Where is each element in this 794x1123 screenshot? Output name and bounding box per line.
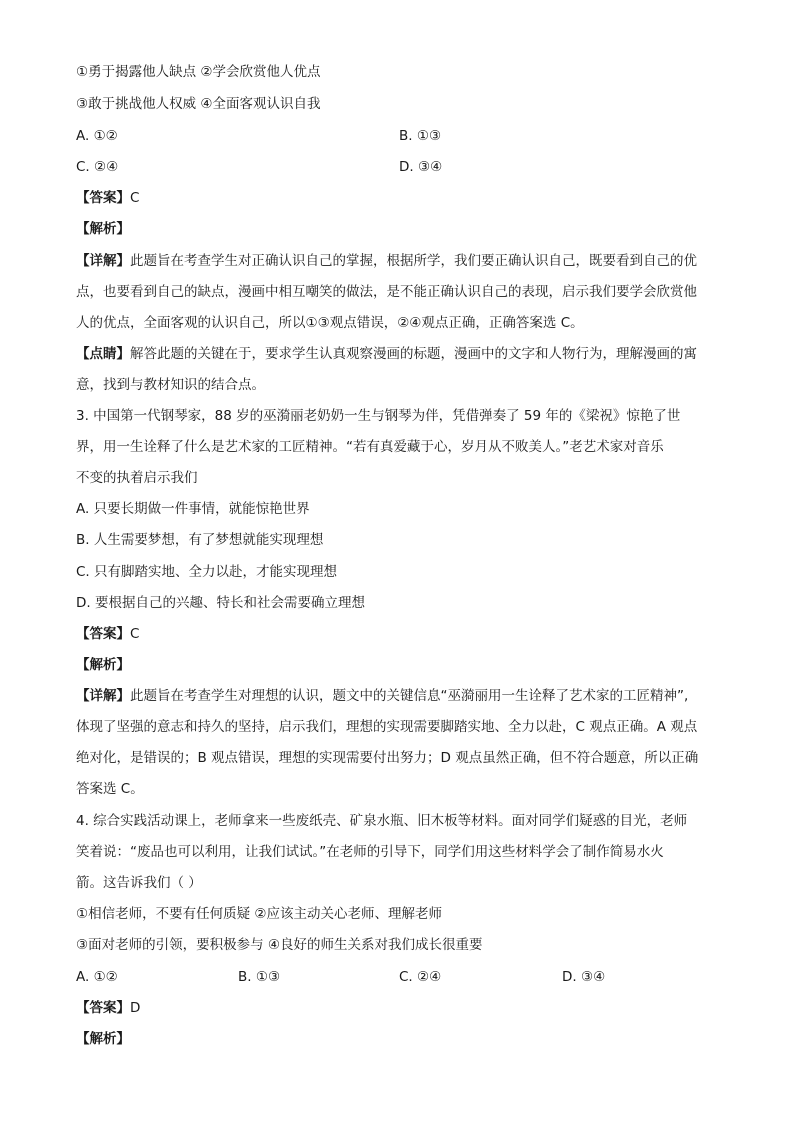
q3-stem-line-3: 不变的执着启示我们 (76, 470, 198, 486)
q4-stem-line-1: 4. 综合实践活动课上，老师拿来一些废纸壳、矿泉水瓶、旧木板等材料。面对同学们疑惑的目光，老师 (76, 813, 688, 829)
answer-value: D (130, 1000, 141, 1016)
q3-stem-line-1: 3. 中国第一代钢琴家，88 岁的巫漪丽老奶奶一生与钢琴为伴，凭借弹奏了 59 年的《梁祝》惊艳了世 (76, 408, 681, 424)
detail-text: 此题旨在考查学生对正确认识自己的掌握，根据所学，我们要正确认识自己，既要看到自己的优 (130, 253, 697, 269)
q4-analysis-heading (76, 1029, 130, 1049)
q4-option-b: B. ①③ (238, 969, 281, 985)
q3-stem-line-2: 界，用一生诠释了什么是艺术家的工匠精神。“若有真爱藏于心，岁月从不败美人。”老艺术家对音乐 (76, 439, 664, 455)
q2-items-line-1: ①勇于揭露他人缺点 ②学会欣赏他人优点 (76, 64, 321, 80)
q3-detail-line-2: 体现了坚强的意志和持久的坚持，启示我们，理想的实现需要脚踏实地、全力以赴，C 观点正确。A 观点 (76, 719, 698, 735)
q4-stem-line-2: 笑着说：“废品也可以利用，让我们试试。”在老师的引导下，同学们用这些材料学会了制作简易水火 (76, 844, 664, 860)
q4-items-line-1: ①相信老师，不要有任何质疑 ②应该主动关心老师、理解老师 (76, 906, 442, 922)
q4-option-c: C. ②④ (399, 969, 442, 985)
q4-stem-line-3: 箭。这告诉我们（ ） (76, 875, 202, 891)
q3-option-a: A. 只要长期做一件事情，就能惊艳世界 (76, 501, 310, 517)
q2-detail-line-3: 人的优点，全面客观的认识自己，所以①③观点错误，②④观点正确，正确答案选 C。 (76, 315, 584, 331)
answer-tag: 【答案】 (76, 1000, 130, 1016)
q2-detail-line-2: 点，也要看到自己的缺点，漫画中相互嘲笑的做法，是不能正确认识自己的表现，启示我们要学会欣赏他 (76, 284, 697, 300)
q2-option-a: A. ①② (76, 128, 118, 144)
q4-option-a: A. ①② (76, 969, 118, 985)
q2-option-b: B. ①③ (399, 128, 442, 144)
q3-option-c: C. 只有脚踏实地、全力以赴，才能实现理想 (76, 564, 338, 580)
analysis-tag: 【解析】 (76, 657, 130, 673)
q4-answer (76, 998, 140, 1018)
q2-answer (76, 188, 139, 208)
q3-analysis-heading (76, 655, 130, 675)
q2-detail-line-1 (76, 251, 697, 271)
detail-tag: 【详解】 (76, 688, 130, 704)
detail-tag: 【详解】 (76, 253, 130, 269)
q3-option-b: B. 人生需要梦想，有了梦想就能实现理想 (76, 532, 324, 548)
q2-option-c: C. ②④ (76, 159, 119, 175)
answer-value: C (130, 190, 140, 206)
q2-point-line-1 (76, 344, 697, 364)
analysis-tag: 【解析】 (76, 221, 130, 237)
q3-option-d: D. 要根据自己的兴趣、特长和社会需要确立理想 (76, 595, 365, 611)
q3-detail-line-3: 绝对化，是错误的；B 观点错误，理想的实现需要付出努力；D 观点虽然正确，但不符合题意，所以正确 (76, 750, 699, 766)
q2-option-d: D. ③④ (399, 159, 443, 175)
q2-point-line-2: 意，找到与教材知识的结合点。 (76, 377, 265, 393)
q4-items-line-2: ③面对老师的引领，要积极参与 ④良好的师生关系对我们成长很重要 (76, 937, 483, 953)
answer-tag: 【答案】 (76, 626, 130, 642)
analysis-tag: 【解析】 (76, 1031, 130, 1047)
q3-detail-line-1 (76, 686, 688, 706)
q4-option-d: D. ③④ (562, 969, 606, 985)
answer-tag: 【答案】 (76, 190, 130, 206)
q2-analysis-heading (76, 219, 130, 239)
q2-items-line-2: ③敢于挑战他人权威 ④全面客观认识自我 (76, 96, 321, 112)
point-tag: 【点睛】 (76, 346, 130, 362)
detail-text: 此题旨在考查学生对理想的认识，题文中的关键信息“巫漪丽用一生诠释了艺术家的工匠精神”, (130, 688, 689, 704)
answer-value: C (130, 626, 140, 642)
q3-detail-line-4: 答案选 C。 (76, 781, 144, 797)
q3-answer (76, 624, 139, 644)
point-text: 解答此题的关键在于，要求学生认真观察漫画的标题，漫画中的文字和人物行为，理解漫画的寓 (130, 346, 697, 362)
